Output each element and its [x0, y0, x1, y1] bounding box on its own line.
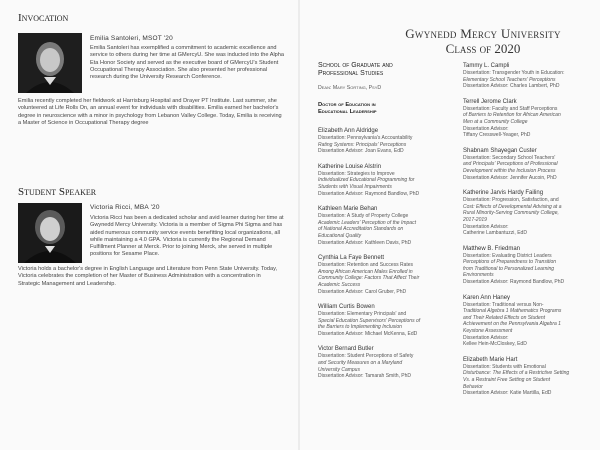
graduate-name: Victor Bernard Butler [318, 346, 374, 353]
portrait-graphic [18, 203, 82, 263]
dissertation-line: of Barriers to Retention for African American [463, 112, 561, 119]
graduate-entry [463, 62, 593, 90]
degree-heading-line1: Doctor of Education in [318, 102, 376, 108]
dissertation-line: Men at a Community College [463, 118, 528, 125]
graduate-column-1 [318, 127, 448, 388]
left-page [0, 0, 298, 450]
dissertation-line: Dissertation: Retention and Success Rates [318, 262, 414, 269]
dissertation-line: Dissertation: A Study of Property College [318, 213, 409, 220]
dissertation-line: Dissertation Advisor: Charles Lambert, PhD [463, 83, 560, 90]
dissertation-line: Dissertation: Secondary School Teachers' [463, 154, 556, 161]
graduate-entry [463, 147, 593, 181]
right-page [300, 0, 600, 450]
dissertation-line: from Traditional to Personalized Learning [463, 265, 555, 272]
dissertation-line: Community College: Factors That Affect Their [318, 275, 420, 282]
dissertation-line: Dissertation: Evaluating District Leaders [463, 252, 552, 259]
dissertation-line: Rating Systems: Principals' Perceptions [318, 141, 407, 148]
dissertation-line: Disturbance: The Effects of a Restrictive Setting [463, 370, 570, 377]
dissertation-line: Dissertation Advisor: Jennifer Aucoin, PhD [463, 174, 557, 181]
dissertation-line: Dissertation Advisor: [463, 125, 509, 132]
dissertation-line: Vs. a Restraint Free Setting on Student [463, 377, 550, 383]
dissertation-line: and Security Measures on a Maryland [318, 360, 403, 367]
dissertation-line: Traditional Algebra 1 Mathematics Programs [463, 308, 562, 315]
graduate-name: Tammy L. Campli [463, 63, 510, 69]
graduate-name: Cynthia La Faye Bennett [318, 255, 385, 262]
dissertation-line: Tiffany Cresswell-Yeager, PhD [463, 132, 531, 139]
graduate-entry [318, 254, 448, 295]
dissertation-line: Among African American Males Enrolled in [318, 268, 413, 275]
dissertation-line: Dissertation Advisor: Tamarah Smith, PhD [318, 373, 412, 380]
dissertation-line: Dissertation Advisor: Katie Martilla, EdD [463, 390, 552, 397]
dissertation-line: University Campus [318, 366, 360, 373]
dissertation-line: Educational Quality [318, 232, 362, 239]
graduate-name: William Curtis Bowen [318, 304, 375, 311]
dissertation-line: Dissertation Advisor: Carol Gruber, PhD [318, 288, 407, 295]
dissertation-line: Dissertation: Faculty and Staff Perceptions [463, 105, 558, 112]
graduate-name: Matthew B. Friedman [463, 245, 521, 252]
invocation-heading: Invocation [18, 12, 69, 24]
graduate-name: Kathleen Marie Behan [318, 206, 378, 213]
portrait-graphic [18, 33, 82, 93]
student-speaker-portrait-image [18, 203, 82, 263]
dissertation-line: Dissertation Advisor: Kathleen Davis, PhD [318, 239, 412, 246]
dissertation-line: Dissertation Advisor: Joan Evans, EdD [318, 148, 404, 155]
dissertation-line: Development within the Inclusion Process [463, 167, 556, 174]
school-heading-line2: Professional Studies [318, 70, 384, 77]
dissertation-line: 2017-2019 [463, 216, 487, 223]
dissertation-line: and Their Related Effects on Student [463, 314, 545, 321]
dissertation-line: Dissertation: Student Perceptions of Safety [318, 353, 414, 360]
graduate-entry [318, 163, 448, 197]
invocation-name: Emilia Santoleri, MSOT '20 [90, 35, 173, 42]
dissertation-line: Elementary School Teachers' Perceptions [463, 76, 556, 83]
graduate-entry [463, 189, 593, 237]
dissertation-line: Cost: Effects of Developmental Advising at a [463, 203, 562, 210]
dissertation-line: Special Education Supervisors' Perceptions of [318, 317, 421, 324]
graduate-name: Shabnam Shayegan Custer [463, 147, 537, 154]
degree-heading-line2: Educational Leadership [318, 109, 377, 115]
dissertation-line: Dissertation Advisor: Michael McKenna, EdD [318, 330, 418, 337]
student-speaker-name: Victoria Ricci, MBA '20 [90, 204, 160, 211]
student-speaker-bio-top: Victoria Ricci has been a dedicated scholar and avid learner during her time at Gwynedd Mercy University. Victoria is a member of Sigma Phi Sigma and has aided numerous community service events benefitting local organizations, all while maintaining a 4.0 GPA. Victoria is currently the Regional Demand Fulfillment Planner at Merck. Prior to joining Merck, she served in multiple positions for Sesame Place. [90, 215, 284, 258]
graduate-entry [318, 345, 448, 379]
graduate-name: Terrell Jerome Clark [463, 98, 517, 105]
invocation-portrait-image [18, 33, 82, 93]
graduate-name: Elizabeth Marie Hart [463, 356, 518, 363]
dissertation-line: and Principals' Perceptions of Professional [463, 161, 558, 168]
dissertation-line: Academic Leaders' Perception of the Impact [318, 219, 416, 226]
graduate-name: Karen Ann Haney [463, 294, 511, 301]
dissertation-line: Catherine Lambantuzzi, EdD [463, 230, 527, 237]
invocation-bio-bottom: Emilia recently completed her fieldwork at Harrisburg Hospital and Drayer PT Institute. Last summer, she volunteered at Life Rolls On, an annual event for individuals with disabilities. Emilia earned her bachelor's degree in neuroscience with a minor in psychology from Lebanon Valley College. Today, Emilia is receiving a Master of Science in Occupational Therapy degree [18, 98, 282, 126]
graduate-entry [318, 205, 448, 246]
dissertation-line: Individualized Educational Programming for [318, 177, 415, 184]
dissertation-line: Dissertation: Strategies to Improve [318, 170, 395, 177]
dissertation-line: Behavior [463, 383, 483, 390]
invocation-bio-top: Emilia Santoleri has exemplified a commitment to academic excellence and service to others during her time at GMercyU. She was inducted into the Alpha Eta Honor Society and served as the executive board of GMercyU's Student Occupational Therapy Association. She also presented her professional research during the University Research Conference. [90, 45, 285, 81]
graduate-entry [463, 98, 593, 139]
dissertation-line: of National Accreditation Standards on [318, 226, 404, 233]
dissertation-line: Dissertation Advisor: Raymond Bandlow, PhD [463, 279, 565, 286]
graduate-entry [463, 245, 593, 286]
dean-line: Dean: Mary Sorting, PsyD [318, 85, 382, 91]
school-heading-line1: School of Graduate and [318, 62, 393, 69]
graduate-column-2 [463, 62, 593, 405]
graduate-name: Elizabeth Ann Aldridge [318, 128, 379, 134]
graduate-entry [318, 303, 448, 337]
dissertation-line: Dissertation Advisor: [463, 223, 509, 230]
dissertation-line: Keystone Assessment [463, 328, 513, 335]
dissertation-line: Dissertation: Students with Emotional [463, 363, 546, 370]
dissertation-line: Dissertation: Traditional versus Non- [463, 301, 544, 308]
dissertation-line: Perceptions of Preparedness to Transition [463, 259, 557, 266]
dissertation-line: Dissertation: Elementary Principals' and [318, 311, 407, 318]
school-heading [318, 62, 448, 78]
commencement-title [370, 26, 596, 56]
dissertation-line: Dissertation: Pennsylvania's Accountability [318, 135, 413, 141]
dissertation-line: Students with Visual Impairments [318, 183, 392, 190]
dissertation-line: Dissertation: Progression, Satisfaction, and [463, 197, 559, 204]
dissertation-line: the Barriers to Implementing Inclusion [318, 324, 402, 331]
graduate-entry [318, 127, 448, 155]
dissertation-line: Academic Success [318, 281, 361, 288]
graduate-name: Katherine Louise Alstrin [318, 163, 382, 170]
dissertation-line: Rural Minority-Serving Community College, [463, 210, 559, 217]
dissertation-line: Dissertation: Transgender Youth in Education: [463, 70, 565, 76]
dissertation-line: Dissertation Advisor: [463, 334, 509, 341]
university-name: Gwynedd Mercy University [405, 26, 561, 41]
student-speaker-heading: Student Speaker [18, 186, 97, 198]
dissertation-line: Achievement on the Pennsylvania Algebra 1 [463, 321, 561, 328]
dissertation-line: Kellee Hein-McCloskey, EdD [463, 341, 527, 348]
dissertation-line: Environments [463, 272, 494, 279]
student-speaker-bio-bottom: Victoria holds a bachelor's degree in English Language and Literature from Penn State University. Today, Victoria celebrates the completion of her Master of Business Administration with a concentration in Strategic Management and Leadership. [18, 266, 278, 287]
graduate-entry [463, 294, 593, 348]
graduate-name: Katherine Jarvis Hardy Failing [463, 190, 544, 197]
graduate-entry [463, 356, 593, 397]
dissertation-line: Dissertation Advisor: Raymond Bandlow, PhD [318, 190, 420, 197]
class-year: Class of 2020 [445, 41, 521, 56]
degree-heading [318, 102, 448, 116]
